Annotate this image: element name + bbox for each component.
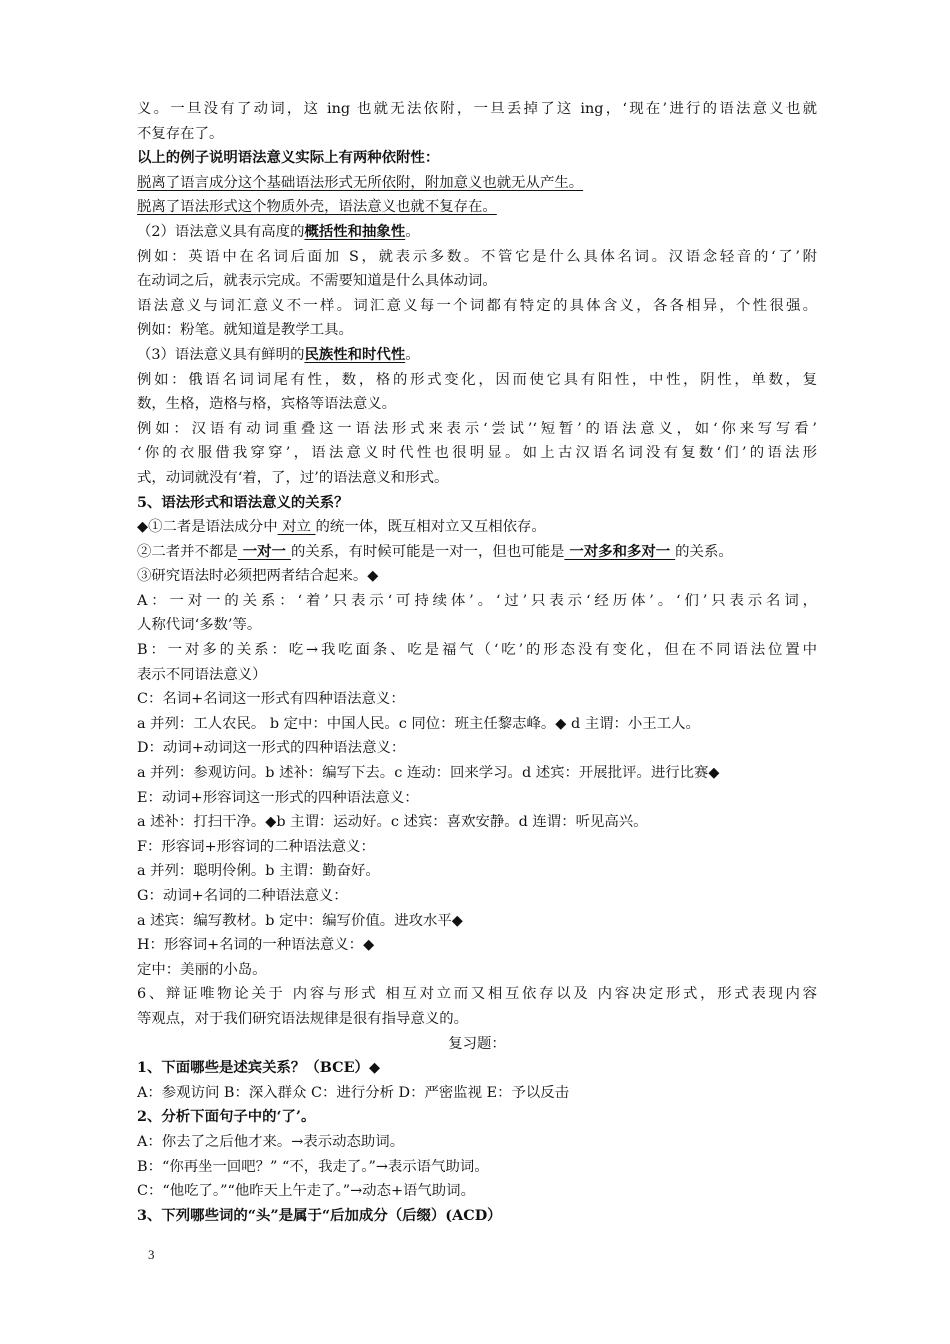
text-span: 的统一体，既互相对立又互相依存。 xyxy=(315,519,546,536)
text-span: （2）语法意义具有高度的 xyxy=(137,223,305,240)
text-span: 。 xyxy=(405,223,420,240)
text-line: B：“你再坐一回吧？” “不，我走了。”→表示语气助词。 xyxy=(137,1158,489,1175)
text-line: a 并列：参观访问。b 述补：编写下去。c 连动：回来学习。d 述宾：开展批评。进行比赛◆ xyxy=(137,765,720,782)
text-line: H：形容词+名词的一种语法意义：◆ xyxy=(137,937,375,954)
text-line: G：动词+名词的二种语法意义： xyxy=(137,888,348,904)
question-heading: 1、下面哪些是述宾关系？（BCE）◆ xyxy=(137,1059,381,1077)
text-line: A：参观访问 B：深入群众 C：进行分析 D：严密监视 E：予以反击 xyxy=(137,1084,570,1101)
text-line: a 述宾：编写教材。b 定中：编写价值。进攻水平◆ xyxy=(137,912,463,929)
text-line: 6、辩证唯物论关于 内容与形式 相互对立而又相互依存以及 内容决定形式，形式表现内容 xyxy=(137,986,817,1003)
text-line: 例如：粉笔。就知道是教学工具。 xyxy=(137,322,353,339)
text-line: C：名词+名词这一形式有四种语法意义： xyxy=(137,691,405,708)
text-line: B：一对多的关系：吃→我吃面条、吃是福气（‘吃’的形态没有变化，但在不同语法位置中 xyxy=(137,642,817,659)
text-line: 例如：英语中在名词后面加 S，就表示多数。不管它是什么具体名词。汉语念轻音的‘了’附 xyxy=(137,248,817,265)
text-line: 定中：美丽的小岛。 xyxy=(137,961,267,978)
text-line: C：“他吃了。”“他昨天上午走了。”→动态+语气助词。 xyxy=(137,1183,475,1200)
text-line: D：动词+动词这一形式的四种语法意义： xyxy=(137,740,406,757)
underlined-text: 脱离了语法形式这个物质外壳，语法意义也就不复存在。 xyxy=(137,199,497,216)
text-line: A：你去了之后他才来。→表示动态助词。 xyxy=(137,1133,405,1150)
text-span: ②二者并不都是 xyxy=(137,543,238,560)
text-line: F：形容词+形容词的二种语法意义： xyxy=(137,838,375,855)
underlined-text: 脱离了语言成分这个基础语法形式无所依附，附加意义也就无从产生。 xyxy=(137,174,584,191)
underlined-text: 对立 xyxy=(277,519,316,536)
question-heading: 3、下列哪些词的“头”是属于“后加成分（后缀）(ACD） xyxy=(137,1206,502,1224)
text-line: ‘你的衣服借我穿穿’，语法意义时代性也很明显。如上古汉语名词没有复数‘们’的语法形 xyxy=(137,445,817,462)
page-number: 3 xyxy=(148,1247,155,1262)
emphasis-text: 概括性和抽象性 xyxy=(304,222,406,240)
text-line xyxy=(137,540,817,565)
text-line: 在动词之后，就表示完成。不需要知道是什么具体动词。 xyxy=(137,273,497,290)
text-line: 人称代词‘多数’等。 xyxy=(137,617,262,634)
document-body xyxy=(137,97,817,1228)
text-line: 等观点，对于我们研究语法规律是很有指导意义的。 xyxy=(137,1010,468,1027)
text-line: 义。一旦没有了动词，这 ing 也就无法依附，一旦丢掉了这 ing，‘现在’进行的语法意义也就 xyxy=(137,101,817,117)
text-line: a 并列：聪明伶俐。b 主谓：勤奋好。 xyxy=(137,863,380,880)
text-line: 语法意义与词汇意义不一样。词汇意义每一个词都有特定的具体含义，各各相异，个性很强。 xyxy=(137,297,817,314)
text-line xyxy=(137,171,817,196)
text-span: ◆①二者是语法成分中 xyxy=(137,519,278,536)
text-line: A：一对一的关系：‘着’只表示‘可持续体’。‘过’只表示‘经历体’。‘们’只表示名词， xyxy=(137,592,817,609)
review-title: 复习题： xyxy=(448,1035,506,1052)
text-span: 。 xyxy=(405,346,420,363)
text-line: 例如：汉语有动词重叠这一语法形式来表示‘尝试’‘短暂’的语法意义，如‘你来写写看’ xyxy=(137,420,817,437)
emphasis-text: 民族性和时代性 xyxy=(304,345,406,363)
underlined-text: 一对一 xyxy=(237,542,291,560)
text-line: 不复存在了。 xyxy=(137,125,224,142)
text-line: 式，动词就没有‘着，了，过’的语法意义和形式。 xyxy=(137,469,449,486)
section-heading xyxy=(137,343,817,368)
text-line: 例如：俄语名词词尾有性，数，格的形式变化，因而使它具有阳性，中性，阴性，单数，复 xyxy=(137,371,817,388)
text-line: 表示不同语法意义） xyxy=(137,666,267,683)
text-line: a 述补：打扫干净。◆b 主谓：运动好。c 述宾：喜欢安静。d 连谓：听见高兴。 xyxy=(137,814,648,831)
text-line xyxy=(137,515,817,540)
question-heading: 5、语法形式和语法意义的关系？ xyxy=(137,493,349,511)
text-span: （3）语法意义具有鲜明的 xyxy=(137,346,305,363)
text-line xyxy=(137,195,817,220)
text-span: 的关系，有时候可能是一对一，但也可能是 xyxy=(290,543,565,560)
text-line: 以上的例子说明语法意义实际上有两种依附性： xyxy=(137,149,440,167)
text-line: E：动词+形容词这一形式的四种语法意义： xyxy=(137,789,419,806)
underlined-text: 一对多和多对一 xyxy=(564,542,676,560)
text-line: ③研究语法时必须把两者结合起来。◆ xyxy=(137,568,379,585)
section-heading xyxy=(137,220,817,245)
text-line: a 并列：工人农民。 b 定中：中国人民。c 同位：班主任黎志峰。◆ d 主谓：小王工人。 xyxy=(137,715,700,732)
text-span: 的关系。 xyxy=(675,543,733,560)
text-line: 数，生格，造格与格，宾格等语法意义。 xyxy=(137,396,397,413)
question-heading: 2、分析下面句子中的‘了’。 xyxy=(137,1108,316,1126)
